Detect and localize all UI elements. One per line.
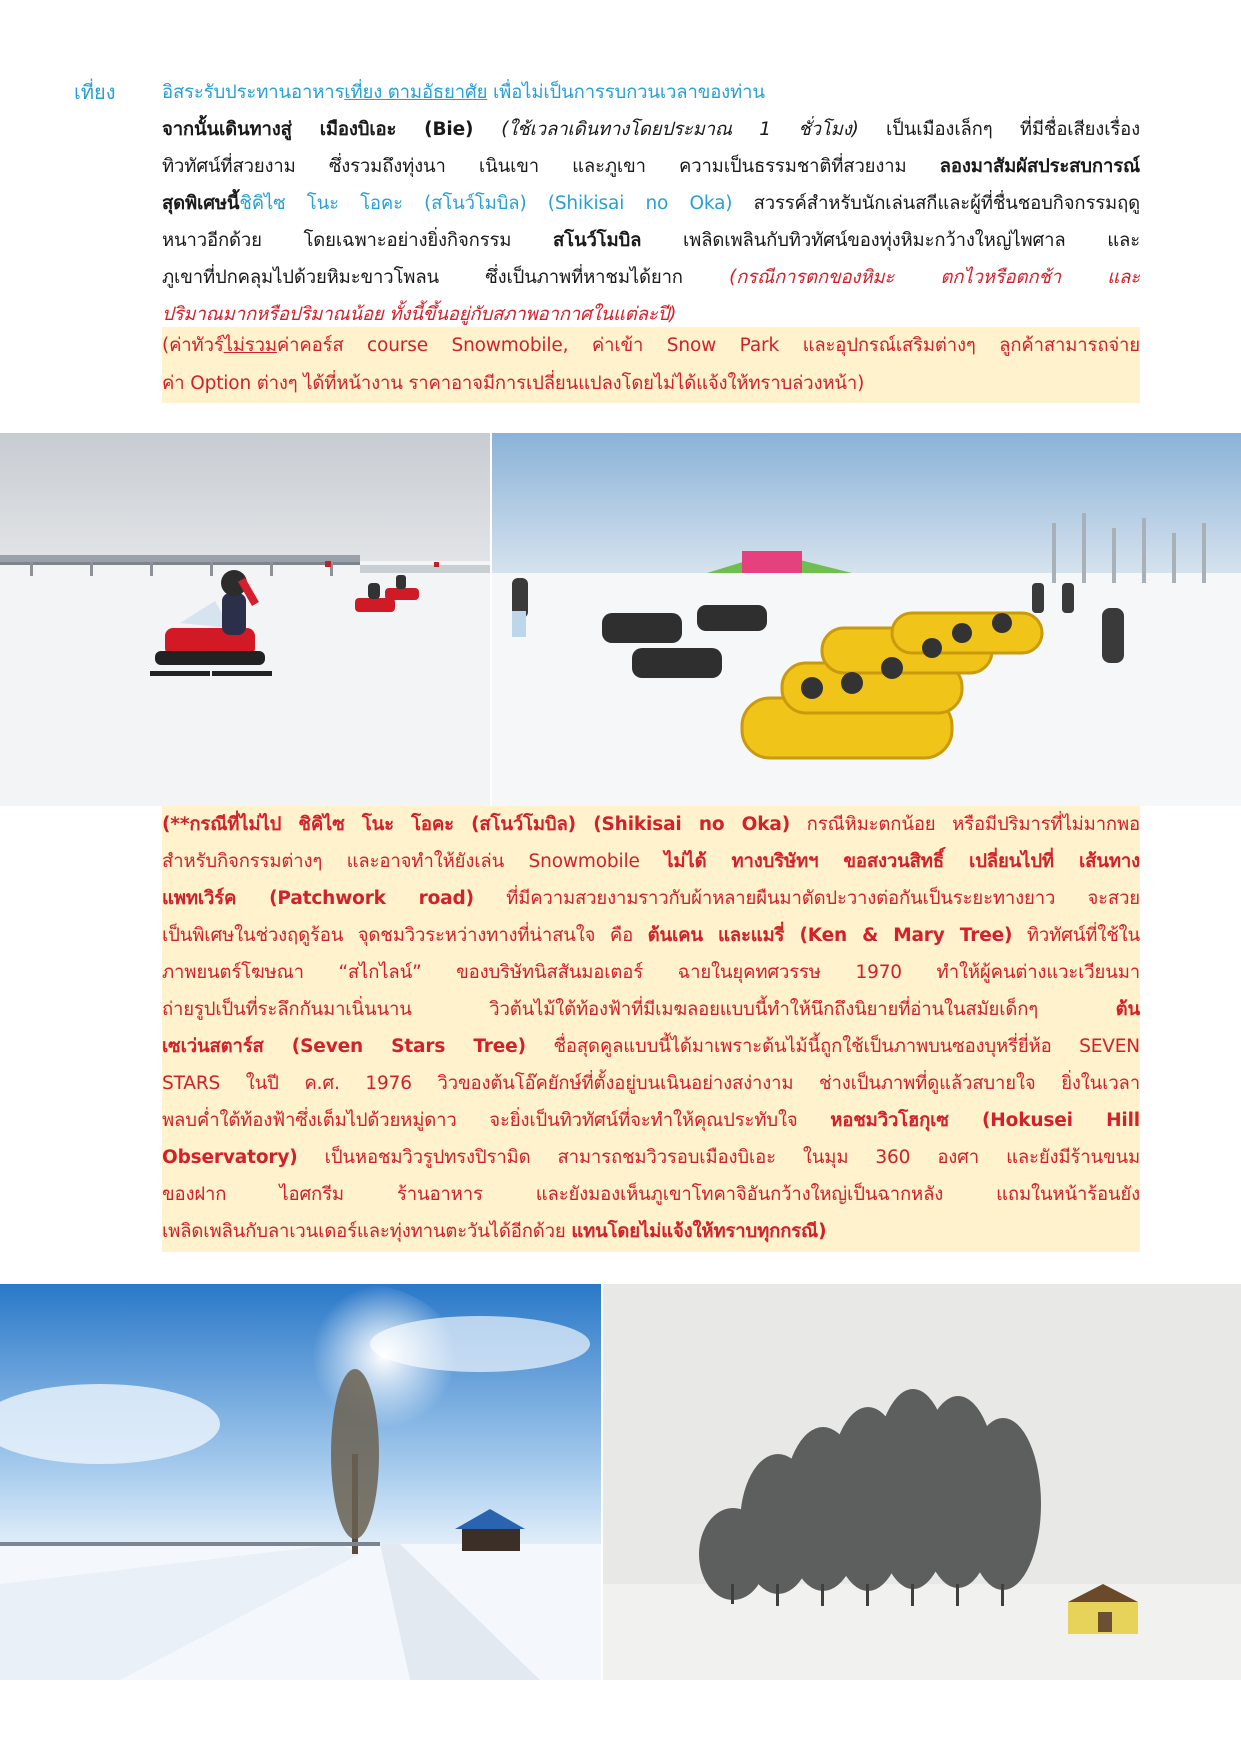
intro-text: สวรรค์สำหรับนักเล่นสกีและผู้ที่ชื่นชอบกิจกรรมฤดู [732,193,1140,214]
price-note [162,327,1140,403]
seven-stars-tree-photo [603,1284,1241,1680]
note2-line-11: ของฝาก ไอศกรีม ร้านอาหาร และยังมองเห็นภูเขาโทคาจิอันกว้างใหญ่เป็นฉากหลัง แถมในหน้าร้อนยัง [162,1184,1140,1205]
lunch-text: อิสระรับประทานอาหาร [162,82,345,103]
weather-note: (กรณีการตกของหิมะ ตกไวหรือตกช้า และ [729,267,1140,288]
itinerary-intro [162,74,1140,333]
price-note-line-1 [162,327,1140,365]
ken-mary-tree: ต้นเคน และแมรี่ (Ken & Mary Tree) [647,925,1013,946]
note2-text: สำหรับกิจกรรมต่างๆ และอาจทำให้ยังเล่น Snowmobile [162,851,665,872]
note2-line-5: ภาพยนตร์โฆษณา “สไกไลน์” ของบริษัทนิสสันมอเตอร์ ฉายในยุคทศวรรษ 1970 ทำให้ผู้คนต่างแวะเวียนมา [162,962,1140,983]
note2-bold: แทนโดยไม่แจ้งให้ทราบทุกกรณี) [571,1221,827,1242]
note2-text: กรณีหิมะตกน้อย หรือมีปริมารที่ไม่มากพอ [790,814,1140,835]
bie-heading: จากนั้นเดินทางสู่ เมืองบิเอะ (Bie) [162,119,502,140]
note2-text: พลบค่ำใต้ท้องฟ้าซึ่งเต็มไปด้วยหมู่ดาว จะยิ่งเป็นทิวทัศน์ที่จะทำให้คุณประทับใจ [162,1110,831,1131]
travel-time: (ใช้เวลาเดินทางโดยประมาณ 1 ชั่วโมง) [501,119,859,140]
ken-mary-tree-photo-graphic [0,1284,601,1680]
note2-line-2 [162,843,1140,880]
note2-bold: ต้น [1115,999,1140,1020]
note2-text: เป็นหอชมวิวรูปทรงปิรามิด สามารถชมวิวรอบเมืองบิเอะ ในมุม 360 องศา และยังมีร้านขนม [297,1147,1140,1168]
lunch-text-end: เพื่อไม่เป็นการรบกวนเวลาของท่าน [487,82,765,103]
snowmobile-photo-graphic [0,433,490,806]
note2-line-12 [162,1213,1140,1250]
note2-text: เพลิดเพลินกับลาเวนเดอร์และทุ่งทานตะวันได้อีกด้วย [162,1221,572,1242]
note2-bold: ไม่ได้ ทางบริษัทฯ ขอสงวนสิทธิ์ เปลี่ยนไปที่ เส้นทาง [664,851,1140,872]
time-label: เที่ยง [74,80,116,104]
seven-stars-tree: เซเว่นสตาร์ส (Seven Stars Tree) [162,1036,526,1057]
hokusei-hill: หอชมวิวโฮกุเซ (Hokusei Hill [830,1110,1140,1131]
not-included: ไม่รวม [223,335,277,356]
note2-bold: (**กรณีที่ไม่ไป ชิคิไซ โนะ โอคะ (สโนว์โมบิล) (Shikisai no Oka) [162,814,791,835]
note2-line-6 [162,991,1140,1028]
intro-bold: สุดพิเศษนี้ [162,193,240,214]
note2-line-3 [162,880,1140,917]
patchwork-road: แพทเวิร์ค (Patchwork road) [162,888,474,909]
seven-stars-tree-photo-graphic [603,1284,1241,1680]
note2-line-9 [162,1102,1140,1139]
observatory: Observatory) [162,1147,298,1168]
note-text: ค่าคอร์ส course Snowmobile, ค่าเข้า Snow Park และอุปกรณ์เสริมต่างๆ ลูกค้าสามารถจ่าย [276,335,1140,356]
note2-text: เป็นพิเศษในช่วงฤดูร้อน จุดชมวิวระหว่างทางที่น่าสนใจ คือ [162,925,648,946]
snowmobile-photo [0,433,490,806]
note2-line-7 [162,1028,1140,1065]
lunch-line [162,74,1140,111]
snow-rafting-photo [492,433,1241,806]
lunch-underlined: เที่ยง ตามอัธยาศัย [344,82,488,103]
intro-line-1 [162,111,1140,148]
shikisai-highlight: ชิคิไซ โนะ โอคะ (สโนว์โมบิล) (Shikisai no Oka) [239,193,733,214]
intro-line-5 [162,259,1140,296]
note2-text: ชื่อสุดคูลแบบนี้ได้มาเพราะต้นไม้นี้ถูกใช้เป็นภาพบนซองบุหรี่ยี่ห้อ SEVEN [525,1036,1140,1057]
intro-text: ทิวทัศน์ที่สวยงาม ซึ่งรวมถึงทุ่งนา เนินเขา และภูเขา ความเป็นธรรมชาติที่สวยงาม [162,156,940,177]
intro-line-3 [162,185,1140,222]
intro-text: ภูเขาที่ปกคลุมไปด้วยหิมะขาวโพลน ซึ่งเป็นภาพที่หาชมได้ยาก [162,267,730,288]
intro-line-6: ปริมาณมากหรือปริมาณน้อย ทั้งนี้ขึ้นอยู่กับสภาพอากาศในแต่ละปี) [162,304,677,325]
note2-line-1 [162,806,1140,843]
intro-bold: ลองมาสัมผัสประสบการณ์ [939,156,1140,177]
note2-text: ทิวทัศน์ที่ใช้ใน [1012,925,1140,946]
note2-line-4 [162,917,1140,954]
note2-line-10 [162,1139,1140,1176]
ken-mary-tree-photo [0,1284,601,1680]
price-note-line-2: ค่า Option ต่างๆ ได้ที่หน้างาน ราคาอาจมีการเปลี่ยนแปลงโดยไม่ได้แจ้งให้ทราบล่วงหน้า) [162,373,865,394]
intro-text: เป็นเมืองเล็กๆ ที่มีชื่อเสียงเรื่อง [858,119,1140,140]
alternative-route-note [162,806,1140,1252]
snow-rafting-photo-graphic [492,433,1241,806]
intro-text: หนาวอีกด้วย โดยเฉพาะอย่างยิ่งกิจกรรม [162,230,554,251]
intro-text: เพลิดเพลินกับทิวทัศน์ของทุ่งหิมะกว้างใหญ่ไพศาล และ [641,230,1140,251]
note2-line-8: STARS ในปี ค.ศ. 1976 วิวของต้นโอ๊คยักษ์ที่ตั้งอยู่บนเนินอย่างสง่างาม ช่างเป็นภาพที่ดูแล้วสบายใจ ยิ่งในเวลา [162,1073,1140,1094]
note-text: (ค่าทัวร์ [162,335,224,356]
intro-line-4 [162,222,1140,259]
note2-text: ถ่ายรูปเป็นที่ระลึกกันมาเนิ่นนาน วิวต้นไม้ใต้ท้องฟ้าที่มีเมฆลอยแบบนี้ทำให้นึกถึงนิยายที่อ่านในสมัยเด็กๆ [162,999,1116,1020]
intro-line-2 [162,148,1140,185]
snowmobile-bold: สโนว์โมบิล [553,230,642,251]
note2-text: ที่มีความสวยงามราวกับผ้าหลายผืนมาตัดปะวางต่อกันเป็นระยะทางยาว จะสวย [473,888,1140,909]
